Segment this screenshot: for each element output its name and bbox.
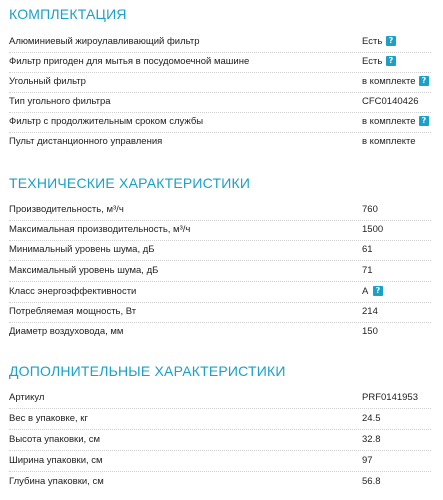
spec-label: Потребляемая мощность, Вт: [9, 306, 137, 317]
help-icon[interactable]: ?: [386, 36, 396, 46]
spec-row: [0, 72, 443, 92]
spec-label: Максимальная производительность, м³/ч: [9, 224, 191, 235]
spec-value: 24.5: [362, 413, 381, 424]
spec-value: в комплекте: [362, 76, 416, 87]
spec-value: 760: [362, 204, 378, 215]
spec-row: [0, 92, 443, 112]
spec-value: в комплекте: [362, 116, 416, 127]
spec-label: Класс энергоэффективности: [9, 286, 137, 297]
spec-row: [0, 112, 443, 132]
spec-row: [0, 302, 443, 322]
help-icon[interactable]: ?: [419, 116, 429, 126]
spec-value: Есть: [362, 36, 383, 47]
spec-value: 71: [362, 265, 373, 276]
spec-value: Есть: [362, 56, 383, 67]
spec-label: Производительность, м³/ч: [9, 204, 124, 215]
spec-value: PRF0141953: [362, 392, 418, 403]
section-title-equipment: КОМПЛЕКТАЦИЯ: [9, 6, 127, 22]
spec-value: 214: [362, 306, 378, 317]
spec-value: 150: [362, 326, 378, 337]
spec-label: Глубина упаковки, см: [9, 476, 104, 487]
spec-row: [0, 132, 443, 152]
spec-label: Вес в упаковке, кг: [9, 413, 88, 424]
spec-row: [0, 32, 443, 52]
spec-row: [0, 472, 443, 492]
spec-label: Минимальный уровень шума, дБ: [9, 244, 155, 255]
spec-label: Фильтр с продолжительным сроком службы: [9, 116, 204, 127]
spec-value: 1500: [362, 224, 384, 235]
spec-row: [0, 200, 443, 220]
spec-value: в комплекте: [362, 136, 416, 147]
help-icon[interactable]: ?: [386, 56, 396, 66]
spec-row: [0, 240, 443, 260]
spec-label: Артикул: [9, 392, 45, 403]
section-title-additional: ДОПОЛНИТЕЛЬНЫЕ ХАРАКТЕРИСТИКИ: [9, 363, 286, 379]
spec-row: [0, 451, 443, 471]
spec-row: [0, 220, 443, 240]
spec-row: [0, 261, 443, 281]
spec-value: 56.8: [362, 476, 381, 487]
spec-label: Максимальный уровень шума, дБ: [9, 265, 159, 276]
spec-row: [0, 430, 443, 450]
spec-label: Фильтр пригоден для мытья в посудомоечной машине: [9, 56, 250, 67]
spec-label: Тип угольного фильтра: [9, 96, 111, 107]
section-title-technical: ТЕХНИЧЕСКИЕ ХАРАКТЕРИСТИКИ: [9, 175, 251, 191]
spec-value: 61: [362, 244, 373, 255]
spec-row: [0, 322, 443, 342]
spec-label: Алюминиевый жироулавливающий фильтр: [9, 36, 200, 47]
spec-label: Ширина упаковки, см: [9, 455, 103, 466]
spec-label: Пульт дистанционного управления: [9, 136, 163, 147]
help-icon[interactable]: ?: [419, 76, 429, 86]
spec-row: [0, 388, 443, 408]
spec-value: 32.8: [362, 434, 381, 445]
spec-label: Угольный фильтр: [9, 76, 86, 87]
spec-row: [0, 282, 443, 302]
spec-row: [0, 409, 443, 429]
spec-value: CFC0140426: [362, 96, 419, 107]
spec-value: 97: [362, 455, 373, 466]
help-icon[interactable]: ?: [373, 286, 383, 296]
spec-row: [0, 52, 443, 72]
spec-value: A: [362, 286, 369, 297]
spec-label: Диаметр воздуховода, мм: [9, 326, 124, 337]
spec-label: Высота упаковки, см: [9, 434, 101, 445]
